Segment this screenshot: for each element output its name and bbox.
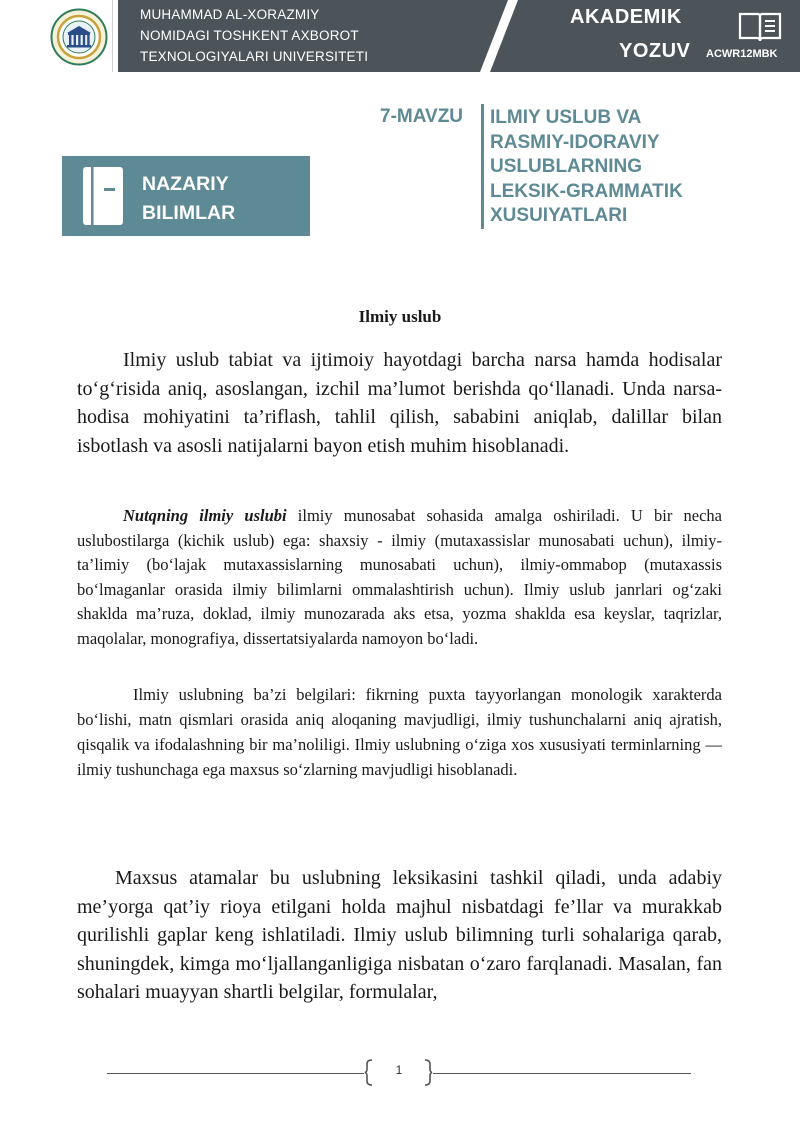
paragraph-4: Maxsus atamalar bu uslubning leksikasini tashkil qiladi, unda adabiy me’yorga qat’iy rioya etilgani holda majhul nisbatdagi fe’llar va murakkab qurilishli gaplar keng ishlatiladi. Ilmiy uslub bilimning turli sohalariga qarab, shuningdek, kimga mo‘ljallanganligiga nisbatan o‘zaro farqlanadi. Masalan, fan sohalari muayyan shartli belgilar, formulalar,	[77, 867, 722, 1003]
theory-badge	[62, 156, 310, 236]
paragraph-2-body: ilmiy munosabat sohasida amalga oshiriladi. U bir necha uslubostilarga (kichik uslub) ega: shaxsiy - ilmiy (mutaxassislar munosabati uchun), ilmiy-ta’limiy (bo‘lajak mutaxassislarning munosabati uchun), ilmiy-ommabop (mutaxassis bo‘lmaganlar orasida ilmiy bilimlarni ommalashtirish uchun). Ilmiy uslub janrlari og‘zaki shaklda ma’ruza, doklad, ilmiy munozarada aks etsa, yozma shaklda esa keyslar, taqrizlar, maqolalar, monografiya, dissertatsiyalarda namoyon bo‘ladi.	[77, 506, 723, 648]
paragraph-1: Ilmiy uslub tabiat va ijtimoiy hayotdagi barcha narsa hamda hodisalar to‘g‘risida aniq, asoslangan, izchil ma’lumot berishda qo‘llanadi. Unda narsa-hodisa mohiyatini ta’riflash, tahlil qilish, sababini aniqlab, dalillar bilan isbotlash va asosli natijalarni bayon etish muhim hisoblanadi.	[77, 349, 722, 457]
theory-badge-line-2: BILIMLAR	[142, 202, 236, 224]
logo-box	[0, 0, 113, 72]
university-seal-icon	[50, 8, 108, 66]
topic-title-line: ILMIY USLUB VA	[490, 107, 642, 128]
topic-title	[490, 106, 750, 229]
book-icon	[82, 166, 124, 226]
section-title: Ilmiy uslub	[358, 307, 442, 326]
paragraph-3: Ilmiy uslubning ba’zi belgilari: fikrning puxta tayyorlangan monologik xarakterda bo‘lishi, matn qismlari orasida aniq aloqaning mavjudligi, ilmiy tushunchalarni aniq ajratish, qisqalik va ifodalashning bir ma’noliligi. Ilmiy uslubning o‘ziga xos xususiyati terminlarning — ilmiy tushunchaga ega maxsus so‘zlarning mavjudligi hisoblanadi.	[77, 685, 722, 779]
page-header	[0, 0, 800, 72]
brand-code: ACWR12MBK	[706, 48, 778, 60]
theory-badge-label	[142, 170, 235, 228]
topic-title-line: LEKSIK-GRAMMATIK	[490, 180, 683, 202]
theory-badge-line-1: NAZARIY	[142, 173, 229, 195]
topic-divider	[481, 104, 484, 229]
topic-title-line: RASMIY-IDORAVIY	[490, 131, 660, 153]
footer-bracket-right	[423, 1059, 433, 1086]
page-number: 1	[395, 1063, 403, 1077]
brand-line-2: YOZUV	[619, 40, 691, 62]
university-line-1: MUHAMMAD AL-XORAZMIY	[140, 7, 320, 22]
footer-bracket-left	[364, 1059, 374, 1086]
topic-title-line: USLUBLARNING	[490, 156, 642, 177]
footer-rule-left	[107, 1073, 364, 1074]
open-book-icon	[738, 11, 782, 43]
paragraph-2	[77, 504, 722, 651]
paragraph-2-lead: Nutqning ilmiy uslubi	[123, 506, 287, 525]
university-line-2: NOMIDAGI TOSHKENT AXBOROT	[140, 28, 359, 43]
university-line-3: TEXNOLOGIYALARI UNIVERSITETI	[140, 49, 369, 64]
topic-title-line: XUSUIYATLARI	[490, 205, 628, 226]
topic-number: 7-MAVZU	[380, 106, 464, 127]
brand-line-1: AKADEMIK	[570, 6, 682, 28]
footer-rule-right	[433, 1073, 691, 1074]
university-name	[140, 4, 368, 67]
